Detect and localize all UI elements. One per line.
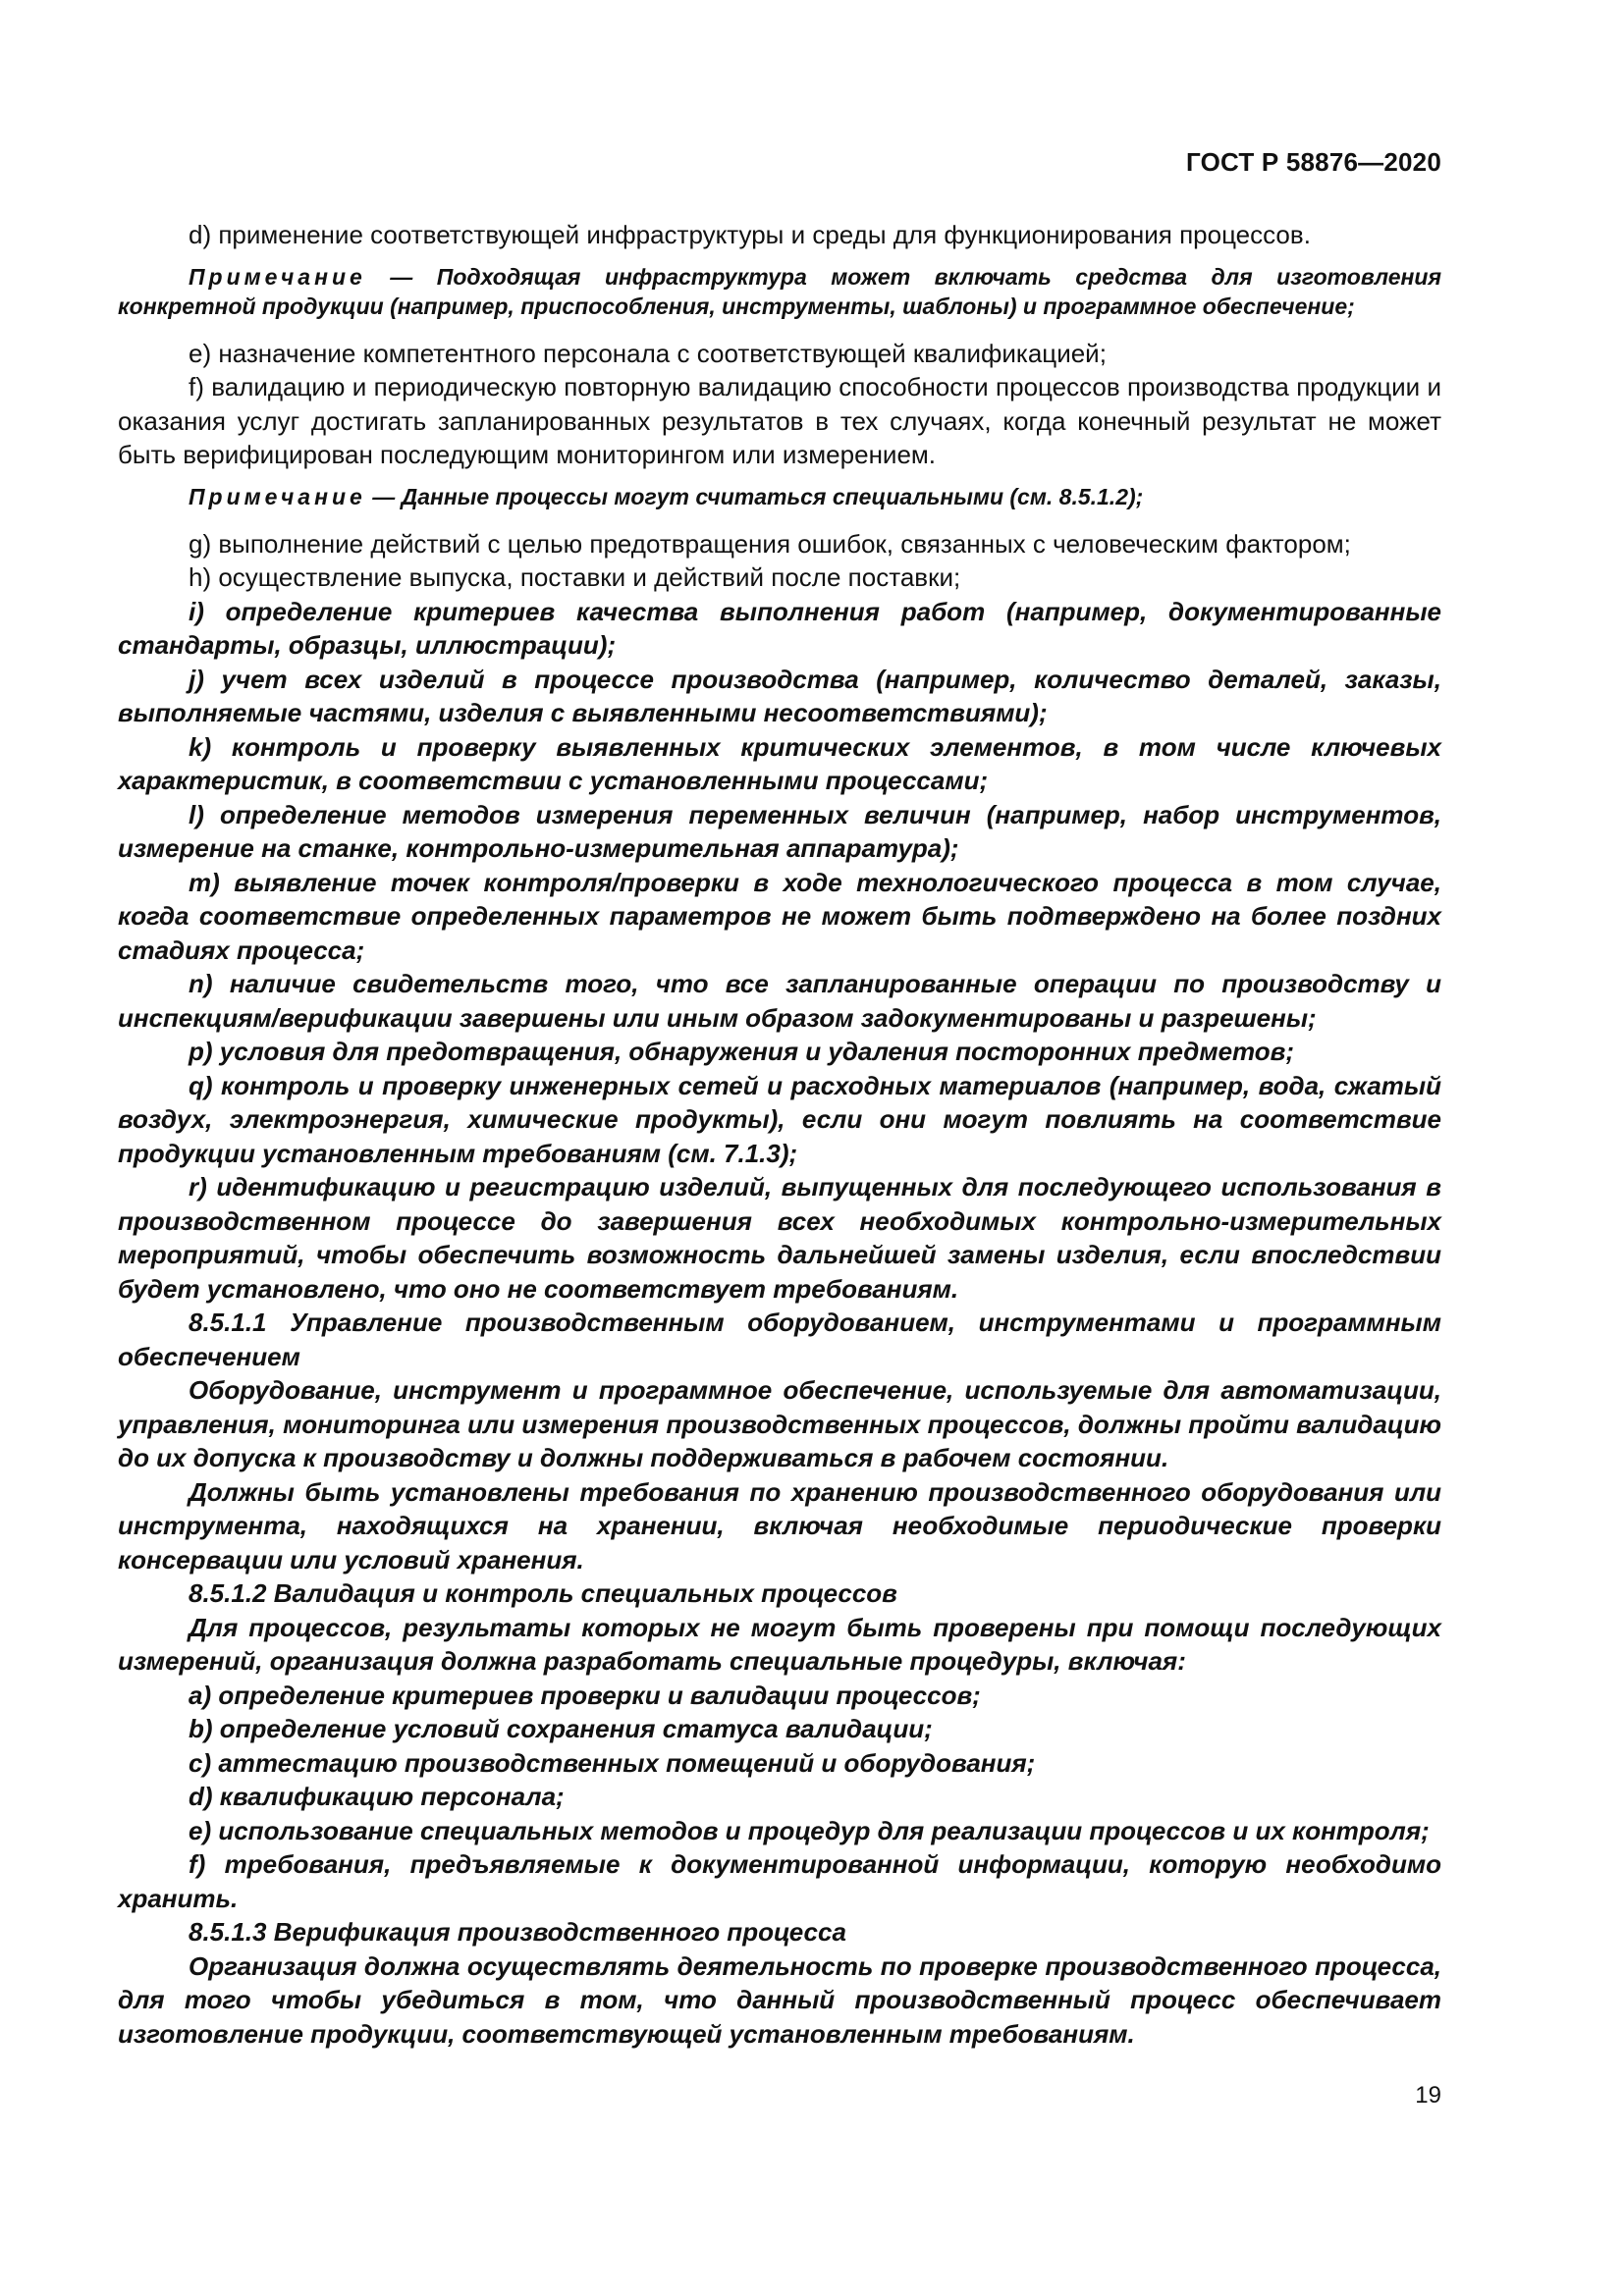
note-special-processes bbox=[118, 482, 1441, 511]
note-text: — Данные процессы могут считаться специальными (см. 8.5.1.2); bbox=[365, 483, 1144, 509]
paragraph-g: g) выполнение действий с целью предотвращения ошибок, связанных с человеческим фактором; bbox=[189, 528, 1351, 559]
special-procedure-c: c) аттестацию производственных помещений и оборудования; bbox=[189, 1747, 1036, 1778]
section-8-5-1-2-intro: Для процессов, результаты которых не могут быть проверены при помощи последующих измерений, организация должна разработать специальные процедуры, включая: bbox=[118, 1612, 1441, 1676]
special-procedure-a: a) определение критериев проверки и валидации процессов; bbox=[189, 1680, 981, 1710]
paragraph-m: m) выявление точек контроля/проверки в ходе технологического процесса в том случае, когда соответствие определенных параметров не может быть подтверждено на более поздних стадиях процесса; bbox=[118, 867, 1441, 965]
paragraph-f: f) валидацию и периодическую повторную валидацию способности процессов производства продукции и оказания услуг достигать запланированных результатов в тех случаях, когда конечный результат не может быть верифицирован последующим мониторингом или измерением. bbox=[118, 372, 1441, 469]
special-procedure-b: b) определение условий сохранения статуса валидации; bbox=[189, 1714, 933, 1743]
standard-header: ГОСТ Р 58876—2020 bbox=[1186, 147, 1441, 177]
paragraph-j: j) учет всех изделий в процессе производства (например, количество деталей, заказы, выполняемые частями, изделия с выявленными несоответствиями); bbox=[118, 664, 1441, 727]
section-8-5-1-1-text-2: Должны быть установлены требования по хранению производственного оборудования или инструмента, находящихся на хранении, включая необходимые периодические проверки консервации или условий хранения. bbox=[118, 1476, 1441, 1575]
special-procedure-d: d) квалификацию персонала; bbox=[189, 1782, 565, 1811]
paragraph-l: l) определение методов измерения переменных величин (например, набор инструментов, измерение на станке, контрольно-измерительная аппаратура); bbox=[118, 799, 1441, 863]
section-8-5-1-3-text: Организация должна осуществлять деятельность по проверке производственного процесса, для того чтобы убедиться в том, что данный производственный процесс обеспечивает изготовление продукции, соответствующей установленным требованиям. bbox=[118, 1950, 1441, 2049]
section-8-5-1-1-title: 8.5.1.1 Управление производственным оборудованием, инструментами и программным обеспечением bbox=[118, 1308, 1441, 1371]
paragraph-e: e) назначение компетентного персонала с соответствующей квалификацией; bbox=[189, 338, 1107, 368]
section-8-5-1-2-title: 8.5.1.2 Валидация и контроль специальных процессов bbox=[189, 1578, 897, 1608]
section-8-5-1-1-text-1: Оборудование, инструмент и программное обеспечение, используемые для автоматизации, управления, мониторинга или измерения производственных процессов, должны пройти валидацию до их допуска к производству и должны поддерживаться в рабочем состоянии. bbox=[118, 1375, 1441, 1472]
paragraph-k: k) контроль и проверку выявленных критических элементов, в том числе ключевых характеристик, в соответствии с установленными процессами; bbox=[118, 731, 1441, 795]
note-label: Примечание bbox=[189, 263, 366, 290]
note-text: — Подходящая инфраструктура может включать средства для изготовления конкретной продукции (например, приспособления, инструменты, шаблоны) и программное обеспечение; bbox=[118, 263, 1441, 319]
page-number: 19 bbox=[1415, 2082, 1441, 2109]
note-infrastructure bbox=[118, 262, 1441, 321]
paragraph-p: p) условия для предотвращения, обнаружения и удаления посторонних предметов; bbox=[189, 1037, 1295, 1066]
paragraph-r: r) идентификацию и регистрацию изделий, выпущенных для последующего использования в производственном процессе до завершения всех необходимых контрольно-измерительных мероприятий, чтобы обеспечить возможность дальнейшей замены изделия, если впоследствии будет установлено, что оно не соответствует требованиям. bbox=[118, 1172, 1441, 1304]
paragraph-i: i) определение критериев качества выполнения работ (например, документированные стандарты, образцы, иллюстрации); bbox=[118, 596, 1441, 660]
document-body bbox=[118, 218, 1441, 2051]
section-8-5-1-3-title: 8.5.1.3 Верификация производственного процесса bbox=[189, 1917, 846, 1947]
paragraph-d: d) применение соответствующей инфраструктуры и среды для функционирования процессов. bbox=[189, 220, 1311, 249]
paragraph-q: q) контроль и проверку инженерных сетей и расходных материалов (например, вода, сжатый воздух, электроэнергия, химические продукты), если они могут повлиять на соответствие продукции установленным требованиям (см. 7.1.3); bbox=[118, 1070, 1441, 1168]
note-label: Примечание bbox=[189, 483, 366, 509]
paragraph-n: n) наличие свидетельств того, что все запланированные операции по производству и инспекциям/верификации завершены или иным образом задокументированы и разрешены; bbox=[118, 969, 1441, 1033]
special-procedure-f: f) требования, предъявляемые к документированной информации, которую необходимо хранить. bbox=[118, 1849, 1441, 1913]
paragraph-h: h) осуществление выпуска, поставки и действий после поставки; bbox=[189, 562, 961, 592]
special-procedure-e: e) использование специальных методов и процедур для реализации процессов и их контроля; bbox=[189, 1815, 1430, 1845]
